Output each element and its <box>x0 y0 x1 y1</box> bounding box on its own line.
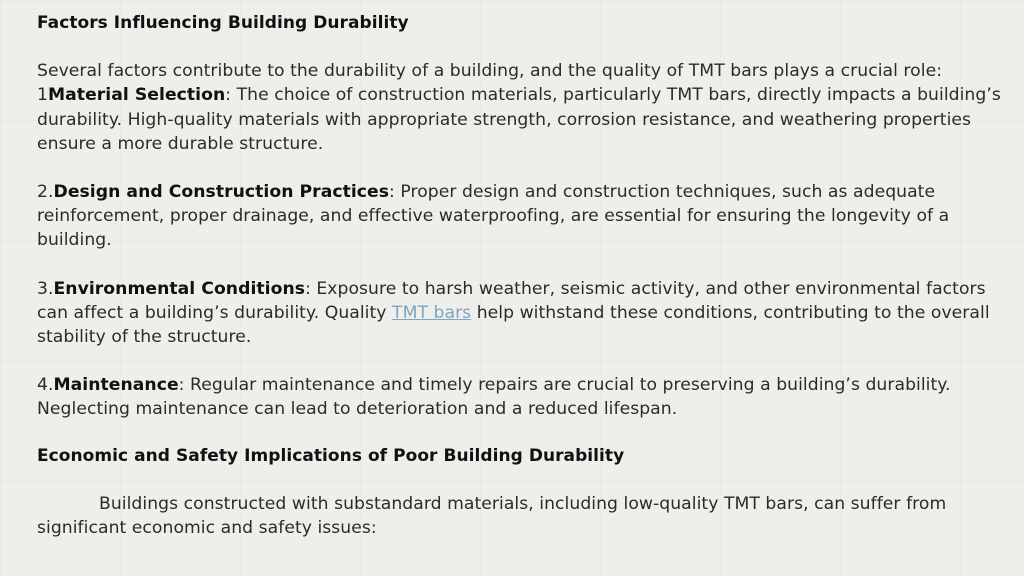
document-content <box>37 11 1007 540</box>
item-title: Material Selection <box>48 85 226 106</box>
item-number: 3. <box>37 278 54 299</box>
list-item-maintenance <box>37 373 1007 421</box>
item-title: Maintenance <box>53 375 179 396</box>
item-text-before: : Exposure to harsh weather, seismic activity, and other environmental factors can affect a building’s durability. Quality <box>37 278 986 323</box>
item-number: 4. <box>37 375 54 396</box>
item-text: : Proper design and construction techniques, such as adequate reinforcement, proper drainage, and effective waterproofing, are essential for ensuring the longevity of a building. <box>37 182 950 251</box>
section-heading-factors: Factors Influencing Building Durability <box>37 13 409 33</box>
list-item-environmental-conditions <box>37 277 1007 350</box>
item-text-after: help withstand these conditions, contributing to the overall stability of the structure. <box>37 302 990 348</box>
tmt-bars-link[interactable]: TMT bars <box>392 302 472 323</box>
item-title: Design and Construction Practices <box>53 182 390 203</box>
section-heading-economic-safety: Economic and Safety Implications of Poor Building Durability <box>37 445 625 466</box>
item-title: Environmental Conditions <box>53 278 306 299</box>
list-item-design-construction <box>37 180 1007 253</box>
list-item-material-selection <box>37 83 1007 156</box>
intro-paragraph: Several factors contribute to the durability of a building, and the quality of TMT bars plays a crucial role: <box>37 61 943 82</box>
item-number: 2. <box>37 182 54 203</box>
item-text: : The choice of construction materials, particularly TMT bars, directly impacts a building’s durability. High-quality materials with appropriate strength, corrosion resistance, and weathering properties ensure a more durable structure. <box>37 85 1001 154</box>
item-text: : Regular maintenance and timely repairs are crucial to preserving a building’s durability. Neglecting maintenance can lead to deterioration and a reduced lifespan. <box>37 375 951 420</box>
closing-paragraph: Buildings constructed with substandard materials, including low-quality TMT bars, can suffer from significant economic and safety issues: <box>37 493 947 539</box>
item-number: 1 <box>37 85 48 106</box>
